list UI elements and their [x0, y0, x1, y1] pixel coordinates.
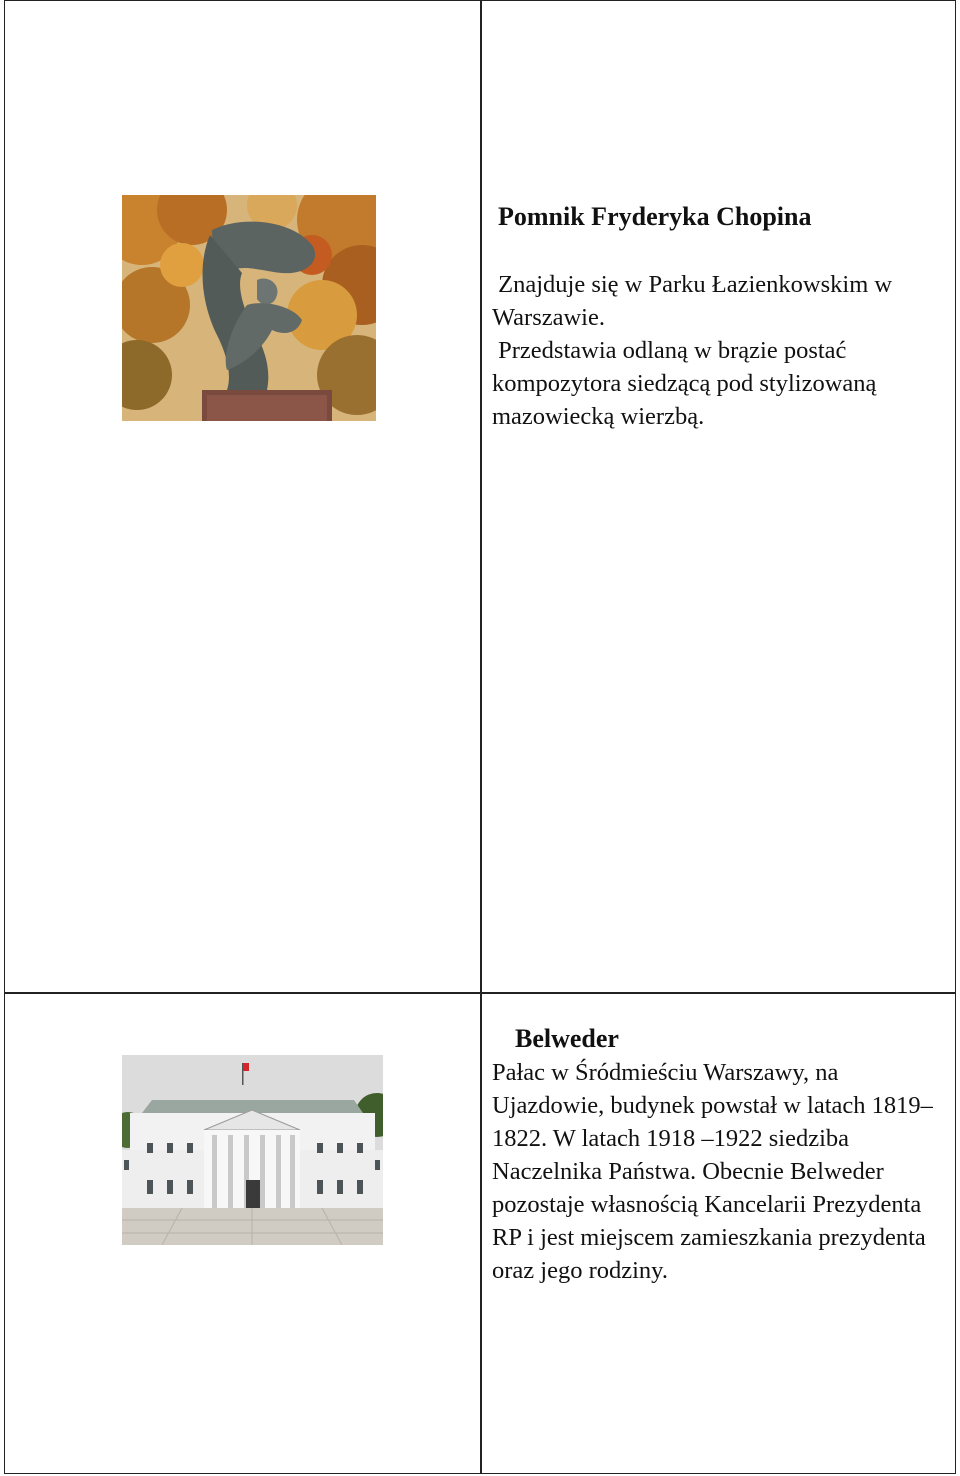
chopin-monument-photo	[122, 195, 376, 421]
belweder-palace-photo	[122, 1055, 383, 1245]
belweder-title: Belweder	[515, 1024, 619, 1053]
table-column-divider	[480, 0, 482, 1474]
chopin-description-text: Przedstawia odlaną w brązie postać kompozytora siedzącą pod stylizowaną mazowiecką wierzbą.	[492, 337, 883, 430]
belweder-description-text: Pałac w Śródmieściu Warszawy, na Ujazdowie, budynek powstał w latach 1819–1822. W latach 1918 –1922 siedziba Naczelnika Państwa. Obecnie Belweder pozostaje własnością Kancelarii Prezydenta RP i jest miejscem zamieszkania prezydenta oraz jego rodziny.	[492, 1059, 933, 1284]
chopin-location-text: Znajduje się w Parku Łazienkowskim w Warszawie.	[492, 271, 898, 331]
table-row-divider	[4, 992, 956, 994]
chopin-title: Pomnik Fryderyka Chopina	[498, 202, 812, 231]
